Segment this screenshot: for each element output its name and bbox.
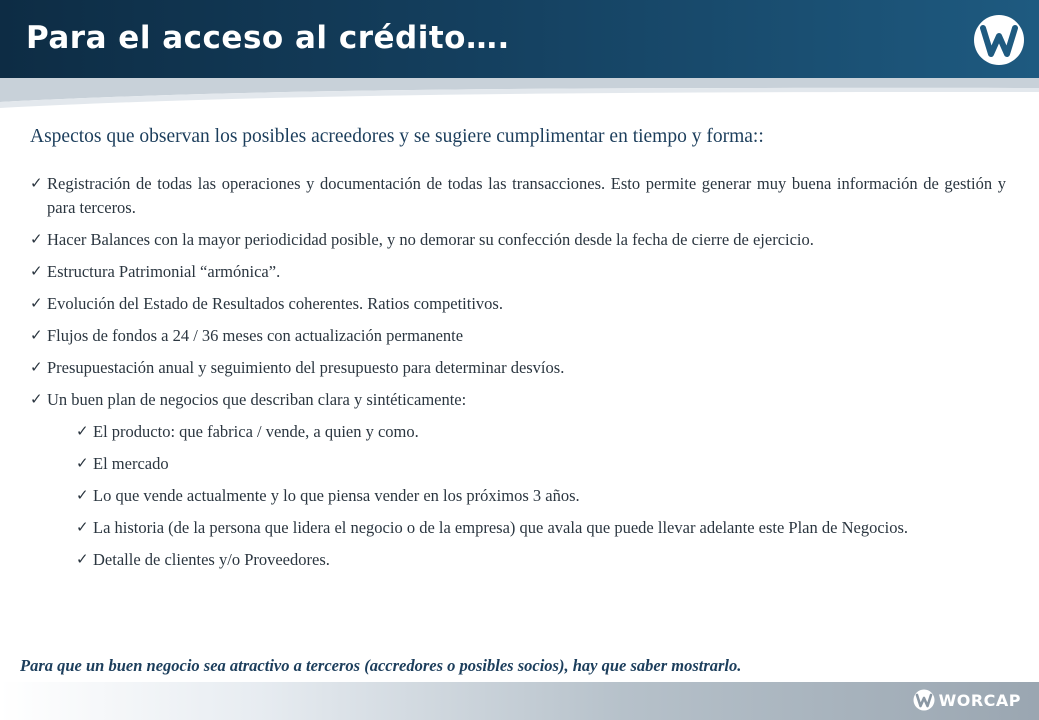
checkmark-icon: ✓ [30,390,43,408]
list-item: ✓ Evolución del Estado de Resultados coherentes. Ratios competitivos. [30,292,1006,316]
sub-list-item: ✓ Lo que vende actualmente y lo que piensa vender en los próximos 3 años. [76,484,1006,508]
requirements-list [30,172,1006,580]
checkmark-icon: ✓ [30,230,43,248]
checkmark-icon: ✓ [76,550,89,568]
intro-text: Aspectos que observan los posibles acreedores y se sugiere cumplimentar en tiempo y forma:: [30,126,764,147]
checkmark-icon: ✓ [30,294,43,312]
list-item: ✓ Hacer Balances con la mayor periodicidad posible, y no demorar su confección desde la fecha de cierre de ejercicio. [30,228,1006,252]
sub-list-item: ✓ El producto: que fabrica / vende, a quien y como. [76,420,1006,444]
checkmark-icon: ✓ [76,422,89,440]
checkmark-icon: ✓ [76,454,89,472]
footer-brand: WORCAP [938,690,1021,710]
checkmark-icon: ✓ [30,358,43,376]
footer-bar [0,682,1039,720]
sub-list-item: ✓ El mercado [76,452,1006,476]
list-item: ✓ Registración de todas las operaciones y documentación de todas las transacciones. Esto permite generar muy buena información de gestión y para terceros. [30,172,1006,220]
checkmark-icon: ✓ [76,486,89,504]
checkmark-icon: ✓ [30,326,43,344]
checkmark-icon: ✓ [30,174,43,192]
list-item: ✓ Presupuestación anual y seguimiento del presupuesto para determinar desvíos. [30,356,1006,380]
checkmark-icon: ✓ [30,262,43,280]
checkmark-icon: ✓ [76,518,89,536]
conclusion-text: Para que un buen negocio sea atractivo a terceros (accredores o posibles socios), hay que saber mostrarlo. [20,656,742,675]
footer-logo [913,688,1021,712]
slide-title: Para el acceso al crédito…. [26,20,510,56]
sub-list-item: ✓ La historia (de la persona que lidera el negocio o de la empresa) que avala que puede llevar adelante este Plan de Negocios. [76,516,1006,540]
list-item: ✓ Flujos de fondos a 24 / 36 meses con actualización permanente [30,324,1006,348]
sub-list-item: ✓ Detalle de clientes y/o Proveedores. [76,548,1006,572]
list-item: ✓ Un buen plan de negocios que describan clara y sintéticamente: [30,388,1006,412]
list-item: ✓ Estructura Patrimonial “armónica”. [30,260,1006,284]
worcap-mark-icon [913,689,935,711]
